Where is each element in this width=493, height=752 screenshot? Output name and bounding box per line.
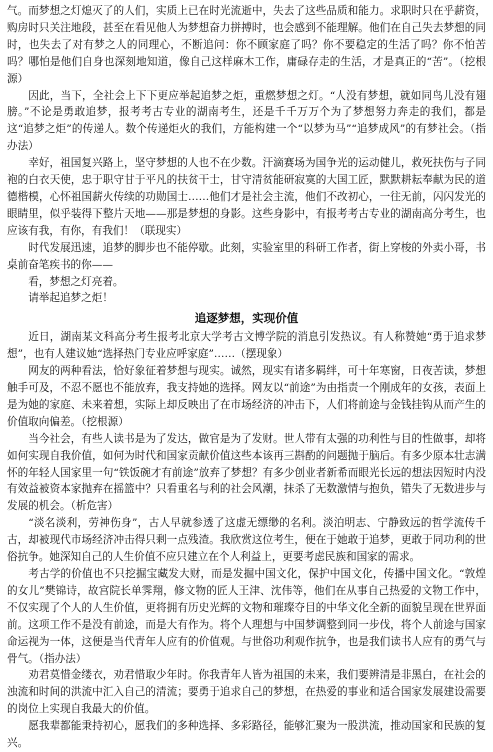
paragraph: 看，梦想之灯亮着。 (28, 275, 124, 288)
paragraph: 愿我辈都能秉持初心，愿我们的多种选择、多彩路径，能够汇聚为一股洪流，推动国家和民族的复兴。 (7, 720, 486, 750)
paragraph: “淡名淡利，劳神伤身”，古人早就参透了这虚无缥缈的名利。淡泊明志、宁静致远的哲学流传千古，却被现代市场经济冲击得只剩一点残渣。我欣赏这位考生，便在于她敢于追梦，更敢于同功利的世俗抗争。她深知自己的人生价值不应只建立在个人利益上，更要考虑民族和国家的需求。 (7, 517, 486, 564)
paragraph: 考古学的价值也不只挖掘宝藏发大财，而是发掘中国文化，保护中国文化，传播中国文化。“敦煌的女儿”樊锦诗，故宫院长单霁翔，修文物的匠人王津、沈伟等，他们在从事自己热爱的文物工作中，不仅实现了个人的人生价值，更将拥有历史光辉的文物和璀璨夺目的中华文化全新的面貌呈现在世界面前。这项工作不是没有前途，而是大有作为。将个人理想与中国梦调整到同一步伐，将个人前途与国家命运视为一体，这便是当代青年人应有的价值观。与世俗功利观作抗争，也是我们读书人应有的勇气与骨气。（指办法） (7, 568, 486, 665)
paragraph: 劝君莫惜金缕衣，劝君惜取少年时。你我青年人皆为祖国的未来，我们要辨清是非黑白，在社会的浊流和时间的洪流中汇入自己的清流；要勇于追求自己的梦想，在热爱的事业和适合国家发展建设需要的岗位上实现自我最大的价值。 (7, 669, 486, 716)
paragraph: 时代发展迅速，追梦的脚步也不能停歇。此刻，实验室里的科研工作者，街上穿梭的外卖小哥，书桌前奋笔疾书的你—— (7, 241, 486, 271)
essay-one-continuation (7, 3, 486, 307)
paragraph: 近日，湖南某文科高分考生报考北京大学考古文博学院的消息引发热议。有人称赞她“勇于追求梦想”，也有人建议她“选择热门专业应呼家庭”……（摆现象） (7, 331, 486, 361)
paragraph: 请举起追梦之炬！ (28, 292, 113, 305)
paragraph: 气。而梦想之灯熄灭了的人们，实质上已在时光流逝中，失去了这些品质和能力。求职时只在乎薪资，购房时只关注地段，甚至在看见他人为梦想奋力拼搏时，也会感到不能理解。他们在自己失去梦想的同时，也失去了对有梦之人的同理心，不断追问：你不顾家庭了吗？你不要稳定的生活了吗？你不怕苦吗？哪怕是他们自身也深刻地知道，像自己这样麻木工作，庸碌存走的生活，才是真正的“苦”。（挖根源） (7, 5, 486, 85)
essay-two-title: 追逐梦想，实现价值 (194, 311, 299, 326)
essay-two-body (7, 329, 486, 752)
paragraph: 网友的两种看法，恰好象征着梦想与现实。诚然，现实有诸多羁绊，可十年寒窗，日夜苦读，梦想触手可及，不忍不愿也不能放弃，我支持她的选择。网友以“前途”为由指责一个刚成年的女孩，表面上是为她的家庭、未来着想，实际上却反映出了在市场经济的冲击下，人们将前途与金钱挂钩从而产生的价值取向偏差。（挖根源） (7, 365, 486, 428)
paragraph: 因此，当下，全社会上下下更应举起追梦之炬，重燃梦想之灯。“人没有梦想，就如同鸟儿没有翅膀。”不论是勇敢追梦，报考考古专业的湖南考生，还是千千万万个为了梦想努力奔走的我们，都是这“追梦之炬”的传递人。数个传递炬火的我们，方能构建一个“以梦为马”“追梦成风”的有梦社会。（指办法） (7, 89, 486, 153)
paragraph: 幸好，祖国复兴路上，坚守梦想的人也不在少数。汗滴赛场为国争光的运动健儿，救死扶伤与子同袍的白衣天使，忠于职守甘于平凡的扶贫干士，甘守清贫能研寂寞的大国工匠，默默耕耘奉献为民的道德楷模，心怀祖国薪火传续的功勋国士……他们才是社会主流，他们不改初心，一往无前，闪闪发光的眼睛里，似乎装得下整片天地——那是梦想的身影。这些身影中，有报考考古专业的湖南高分考生，也应该有我，有你，有我们！（联现实） (7, 157, 486, 237)
paragraph: 当今社会，有些人读书是为了发达，做官是为了发财。世人带有太强的功利性与目的性做事，却将如何实现自我价值，如何为时代和国家贡献价值这些本该再三斟酌的问题抛于脑后。有多少原本壮志满怀的年轻人国家里一句“铁饭碗才有前途”放弃了梦想？有多少创业者新希而眼光长远的想法因短时内没有效益被资本家抛弃在摇篮中？只看重名与利的社会风潮，抹杀了无数激情与抱负，错失了无数进步与发展的机会。（析危害） (7, 432, 486, 513)
